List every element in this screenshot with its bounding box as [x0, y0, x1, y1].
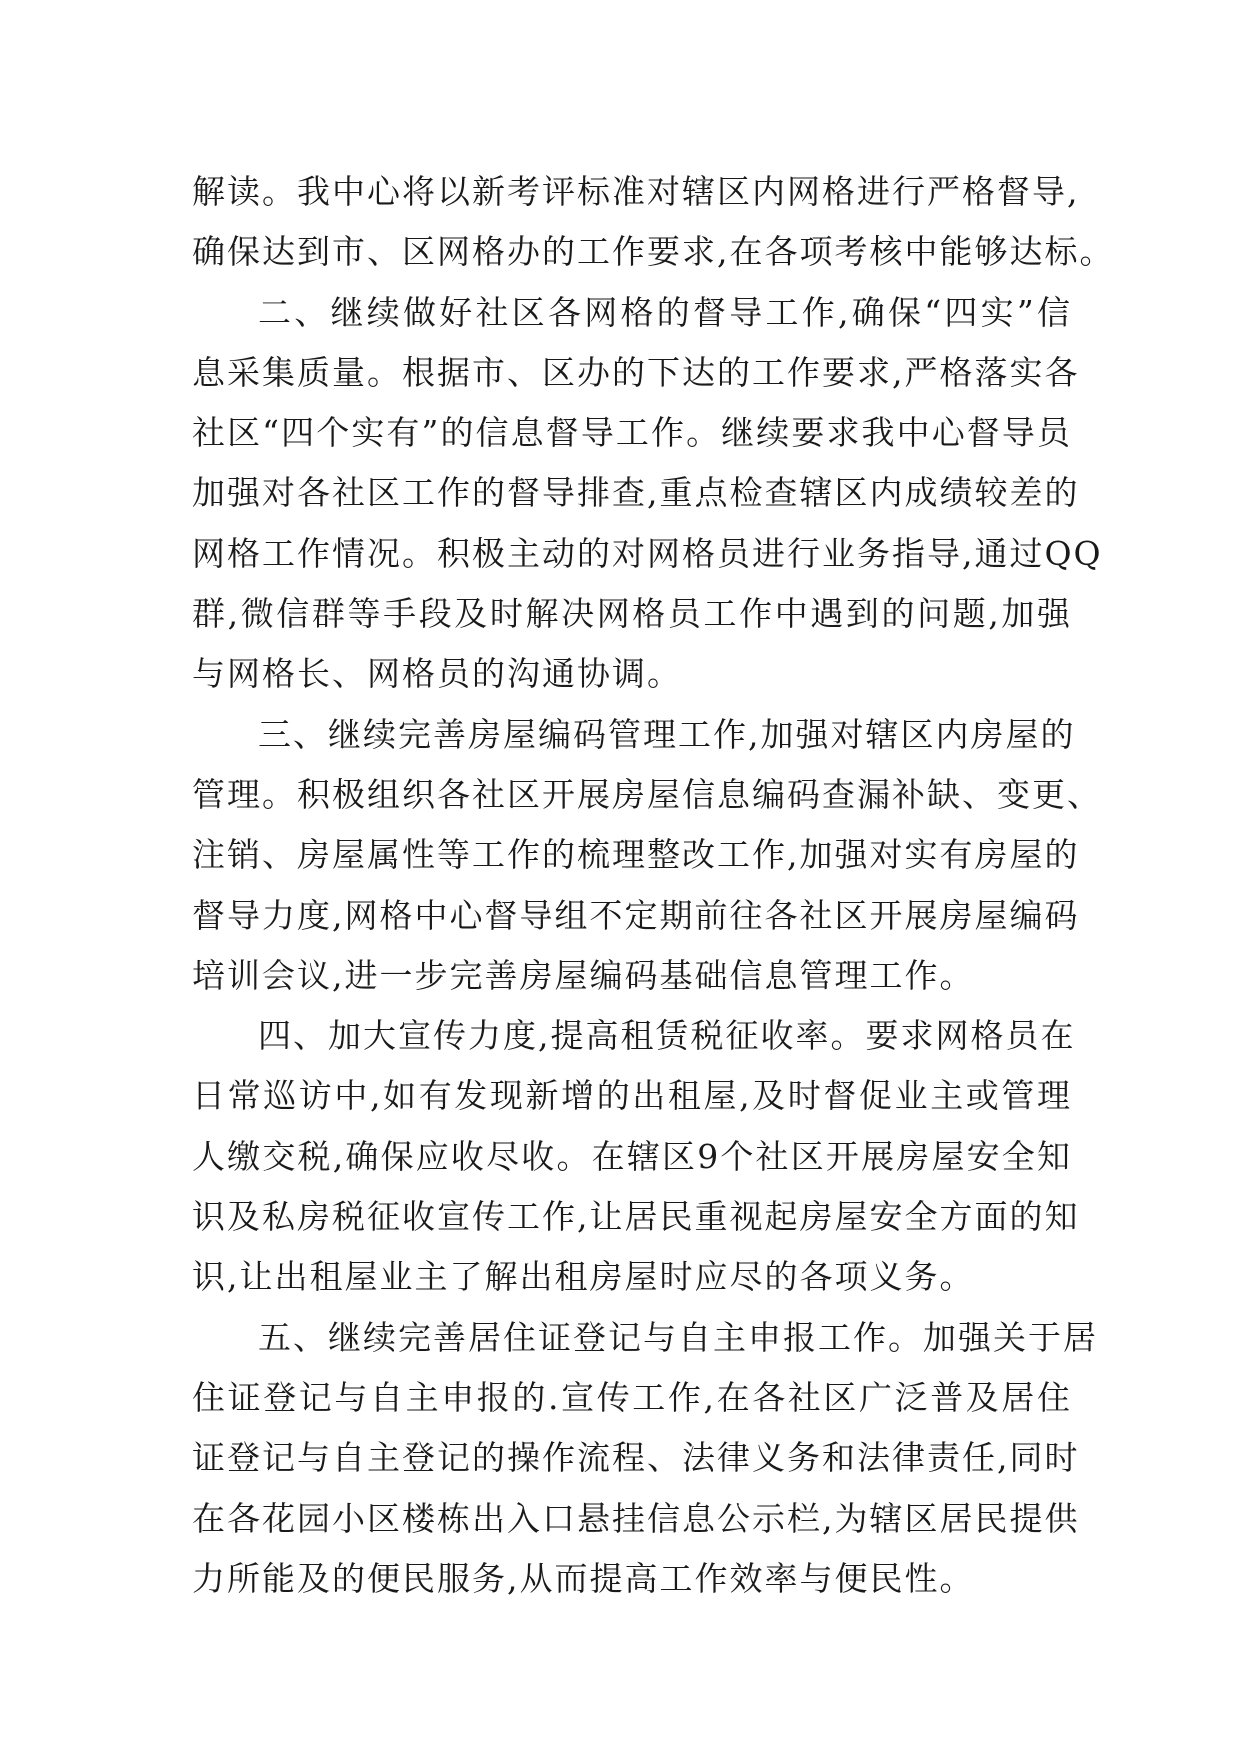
text-line: 社区“四个实有”的信息督导工作。继续要求我中心督导员	[192, 413, 1072, 453]
text-line: 解读。我中心将以新考评标准对辖区内网格进行严格督导,	[192, 172, 1080, 211]
text-line: 加强对各社区工作的督导排查,重点检查辖区内成绩较差的	[192, 473, 1080, 513]
text-line: 息采集质量。根据市、区办的下达的工作要求,严格落实各	[192, 352, 1080, 392]
text-line: 住证登记与自主申报的.宣传工作,在各社区广泛普及居住	[192, 1377, 1072, 1417]
text-line: 人缴交税,确保应收尽收。在辖区9个社区开展房屋安全知	[192, 1136, 1072, 1176]
body-text	[192, 162, 1115, 1609]
text-line: 证登记与自主登记的操作流程、法律义务和法律责任,同时	[192, 1438, 1080, 1478]
text-line: 识,让出租屋业主了解出租房屋时应尽的各项义务。	[192, 1257, 975, 1297]
text-line: 管理。积极组织各社区开展房屋信息编码查漏补缺、变更、	[192, 774, 1102, 814]
paragraph-heading-line: 三、继续完善房屋编码管理工作,加强对辖区内房屋的	[258, 714, 1076, 754]
paragraph-heading-line: 四、加大宣传力度,提高租赁税征收率。要求网格员在	[258, 1016, 1076, 1056]
paragraph-heading-line: 二、继续做好社区各网格的督导工作,确保“四实”信	[258, 292, 1072, 332]
text-line: 确保达到市、区网格办的工作要求,在各项考核中能够达标。	[192, 232, 1115, 272]
text-line: 注销、房屋属性等工作的梳理整改工作,加强对实有房屋的	[192, 835, 1080, 875]
paragraph-heading-line: 五、继续完善居住证登记与自主申报工作。加强关于居	[258, 1317, 1098, 1357]
text-line: 识及私房税征收宣传工作,让居民重视起房屋安全方面的知	[192, 1197, 1080, 1237]
text-line: 培训会议,进一步完善房屋编码基础信息管理工作。	[192, 955, 975, 995]
text-line: 网格工作情况。积极主动的对网格员进行业务指导,通过QQ	[192, 533, 1103, 573]
text-line: 群,微信群等手段及时解决网格员工作中遇到的问题,加强	[192, 594, 1072, 634]
text-line: 督导力度,网格中心督导组不定期前往各社区开展房屋编码	[192, 895, 1080, 935]
text-line: 日常巡访中,如有发现新增的出租屋,及时督促业主或管理	[192, 1076, 1072, 1116]
text-line: 在各花园小区楼栋出入口悬挂信息公示栏,为辖区居民提供	[192, 1498, 1080, 1538]
text-line: 与网格长、网格员的沟通协调。	[192, 654, 682, 694]
text-line: 力所能及的便民服务,从而提高工作效率与便民性。	[192, 1558, 975, 1598]
